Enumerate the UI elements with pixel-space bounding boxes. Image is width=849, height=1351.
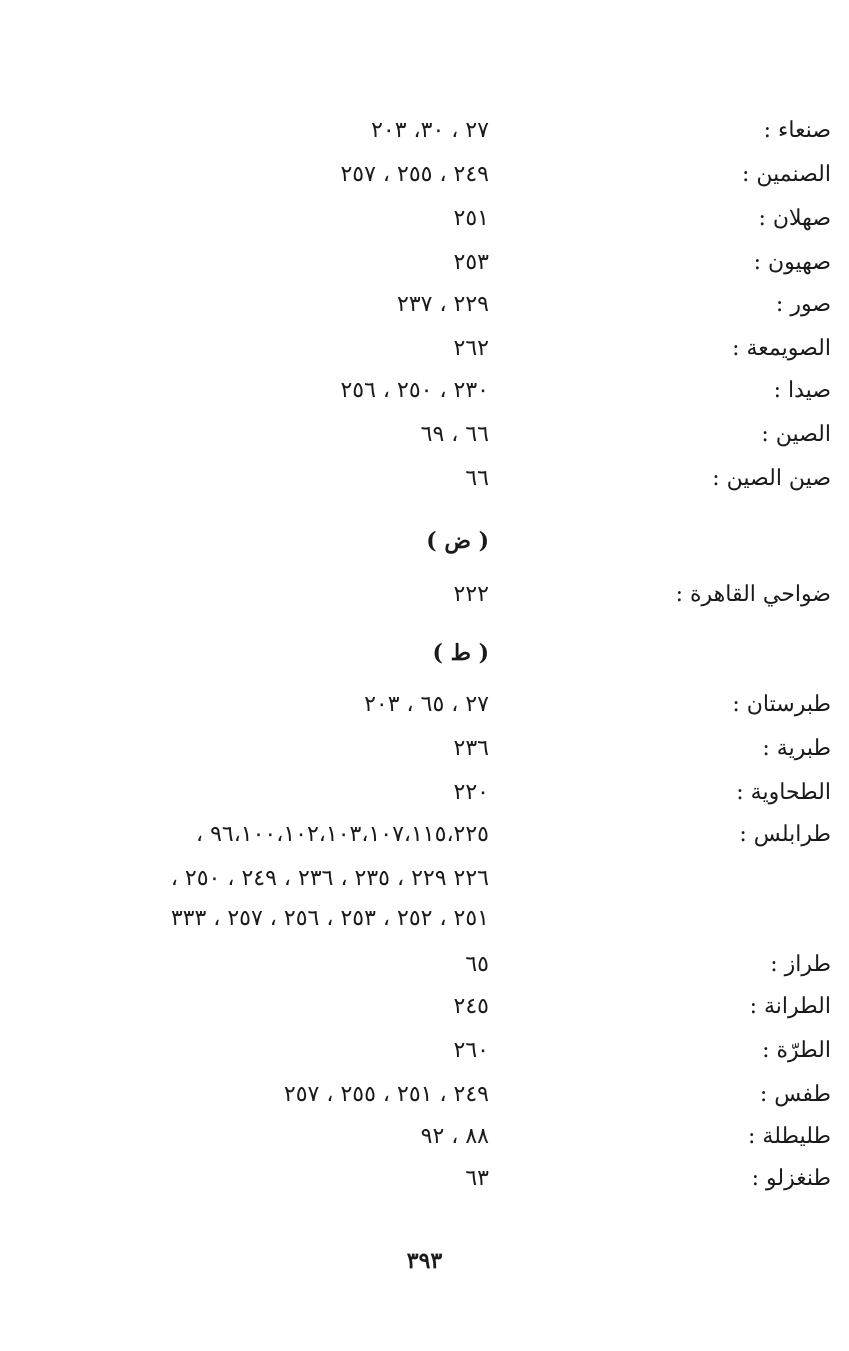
entry-pages: ٢٥١ bbox=[453, 206, 489, 231]
entry-name: طراز : bbox=[770, 952, 831, 977]
entry-name: الطرّة : bbox=[762, 1038, 831, 1063]
entry-name: صين الصين : bbox=[712, 466, 831, 491]
entry-name: الطرانة : bbox=[749, 994, 831, 1019]
entry-name: ضواحي القاهرة : bbox=[675, 582, 831, 607]
entry-pages: ٦٦ ، ٦٩ bbox=[420, 422, 489, 447]
entry-name: الصويمعة : bbox=[732, 336, 831, 361]
entry-name: طبرية : bbox=[762, 736, 831, 761]
entry-name: صيدا : bbox=[773, 378, 831, 403]
entry-pages: ٨٨ ، ٩٢ bbox=[420, 1124, 489, 1149]
page-number: ٣٩٣ bbox=[406, 1248, 443, 1274]
entry-name: صور : bbox=[775, 292, 831, 317]
entry-name: طفس : bbox=[759, 1082, 831, 1107]
entry-name: طنغزلو : bbox=[751, 1166, 831, 1191]
entry-pages: ٦٥ bbox=[465, 952, 489, 977]
section-heading: ( ط ) bbox=[432, 640, 489, 666]
entry-pages: ٢٤٩ ، ٢٥٥ ، ٢٥٧ bbox=[340, 162, 489, 187]
entry-pages: ٢٣٠ ، ٢٥٠ ، ٢٥٦ bbox=[340, 378, 489, 403]
entry-name: الطحاوية : bbox=[736, 780, 831, 805]
section-heading: ( ض ) bbox=[426, 528, 489, 554]
entry-pages: ٦٣ bbox=[465, 1166, 489, 1191]
entry-pages: ٢٢٠ bbox=[453, 780, 489, 805]
entry-pages: ٦٦ bbox=[465, 466, 489, 491]
entry-name: الصنمين : bbox=[741, 162, 831, 187]
entry-pages-continued: ٢٢٦ ٢٢٩ ، ٢٣٥ ، ٢٣٦ ، ٢٤٩ ، ٢٥٠ ، bbox=[170, 866, 489, 891]
entry-pages: ٢٦٢ bbox=[453, 336, 489, 361]
entry-name: صهيون : bbox=[753, 250, 831, 275]
entry-name: طليطلة : bbox=[748, 1124, 831, 1149]
entry-pages: ٢٧ ، ٣٠، ٢٠٣ bbox=[371, 118, 489, 143]
entry-pages: ٢٦٠ bbox=[453, 1038, 489, 1063]
entry-pages: ٢٤٩ ، ٢٥١ ، ٢٥٥ ، ٢٥٧ bbox=[283, 1082, 489, 1107]
entry-name: الصين : bbox=[761, 422, 831, 447]
entry-pages: ٢٢٩ ، ٢٣٧ bbox=[397, 292, 489, 317]
entry-pages: ٢٥٣ bbox=[453, 250, 489, 275]
entry-name: صهلان : bbox=[758, 206, 831, 231]
entry-name: صنعاء : bbox=[763, 118, 831, 143]
entry-pages: ٢٢٢ bbox=[453, 582, 489, 607]
entry-pages: ٢٣٦ bbox=[453, 736, 489, 761]
entry-name: طبرستان : bbox=[732, 692, 831, 717]
entry-pages: ٩٦،١٠٠،١٠٢،١٠٣،١٠٧،١١٥،٢٢٥ ، bbox=[195, 822, 489, 847]
entry-pages: ٢٧ ، ٦٥ ، ٢٠٣ bbox=[364, 692, 489, 717]
entry-pages-continued: ٢٥١ ، ٢٥٢ ، ٢٥٣ ، ٢٥٦ ، ٢٥٧ ، ٣٣٣ bbox=[170, 906, 489, 931]
entry-pages: ٢٤٥ bbox=[453, 994, 489, 1019]
entry-name: طرابلس : bbox=[739, 822, 831, 847]
